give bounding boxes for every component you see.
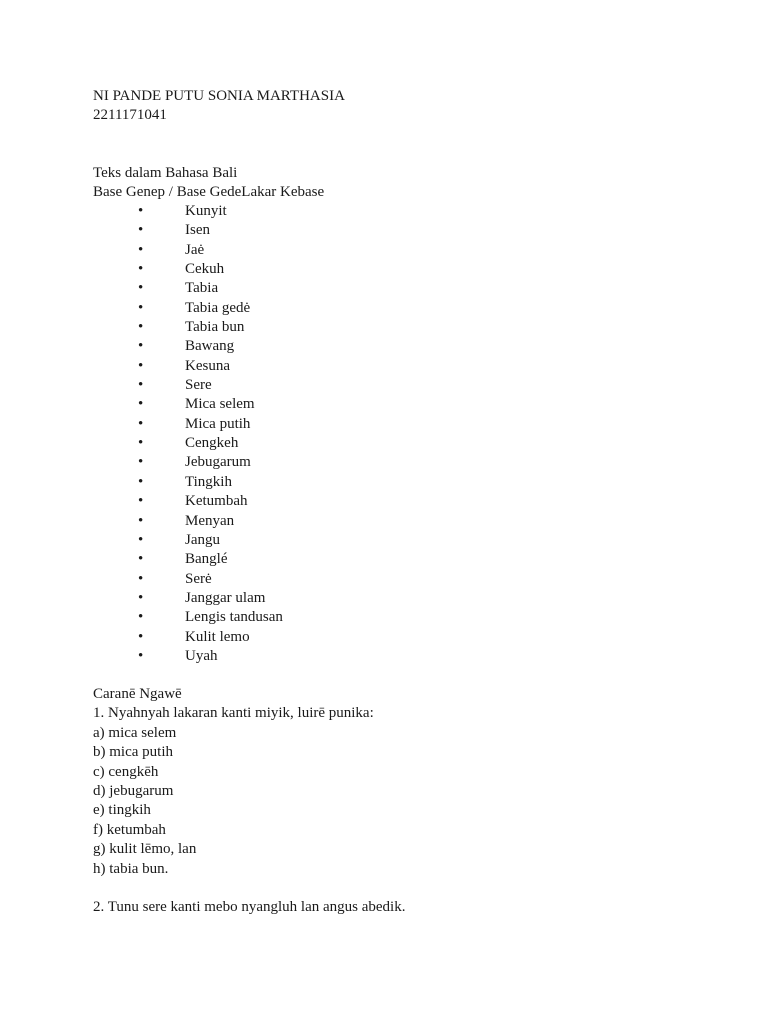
list-item-text: Serė [185,570,212,587]
list-item [0,453,768,472]
sub-list-item: d) jebugarum [93,783,174,800]
bullet-icon: • [138,203,144,219]
step-1: 1. Nyahnyah lakaran kanti miyik, luirē punika: [93,705,374,722]
list-item-text: Kesuna [185,357,230,374]
list-item [0,434,768,453]
list-item-text: Ketumbah [185,493,248,510]
list-item [0,415,768,434]
bullet-icon: • [138,415,144,432]
bullet-icon: • [138,222,144,239]
list-item-text: Tabia [185,280,219,297]
list-item-text: Isen [185,222,210,239]
list-item [0,570,768,589]
list-item [0,473,768,492]
list-item-text: Lengis tandusan [185,609,283,626]
list-item-text: Uyah [185,647,218,664]
list-item [0,608,768,627]
list-item [0,202,768,221]
bullet-icon: • [138,551,144,568]
bullet-icon: • [138,396,144,413]
bullet-icon: • [138,589,144,606]
bullet-icon: • [138,435,144,452]
list-item-text: Tabia gedė [185,299,251,316]
list-item-text: Sere [185,377,212,394]
sub-list-item: f) ketumbah [93,821,166,838]
step-1-list [93,724,405,879]
bullet-icon: • [138,338,144,355]
bullet-icon: • [138,261,144,278]
list-item [0,512,768,531]
list-item-text: Mica selem [185,396,255,413]
list-item [0,376,768,395]
list-item-text: Janggar ulam [185,589,266,606]
list-item-text: Cekuh [185,261,225,278]
list-item-text: Menyan [185,512,235,529]
list-item [0,550,768,569]
list-item [0,395,768,414]
sub-list-item: e) tingkih [93,802,151,819]
list-item [0,647,768,666]
bullet-icon: • [138,280,144,297]
bullet-icon: • [138,609,144,626]
sub-list-item: h) tabia bun. [93,860,169,877]
list-item-text: Tingkih [185,473,232,490]
bullet-icon: • [138,299,144,316]
section-title: Teks dalam Bahasa Bali [93,165,238,181]
list-item [0,337,768,356]
ingredient-list [0,202,768,666]
list-item-text: Cengkeh [185,435,239,452]
bullet-icon: • [138,512,144,529]
list-item [0,589,768,608]
list-item-text: Mica putih [185,415,251,432]
list-item [0,299,768,318]
bullet-icon: • [138,319,144,336]
list-item-text: Kulit lemo [185,628,250,645]
list-item-text: Kunyit [185,203,227,219]
sub-list-item: c) cengkēh [93,763,159,780]
list-item [0,492,768,511]
list-item [0,531,768,550]
bullet-icon: • [138,377,144,394]
step-2: 2. Tunu sere kanti mebo nyangluh lan angus abedik. [93,899,406,916]
bullet-icon: • [138,531,144,548]
bullet-icon: • [138,570,144,587]
list-item-text: Jangu [185,531,220,548]
list-item-text: Jebugarum [185,454,251,471]
list-item [0,318,768,337]
bullet-icon: • [138,454,144,471]
list-item-text: Jaė [185,241,205,258]
sub-list-item: a) mica selem [93,724,177,741]
student-id: 2211171041 [93,107,167,123]
bullet-icon: • [138,473,144,490]
sub-list-item: g) kulit lēmo, lan [93,841,197,858]
list-item [0,279,768,298]
sub-list-item: b) mica putih [93,744,173,761]
list-item-text: Banglé [185,551,228,568]
bullet-icon: • [138,628,144,645]
list-item [0,221,768,240]
paragraph-spacer [93,879,405,898]
section-subtitle: Base Genep / Base GedeLakar Kebase [93,184,325,200]
list-item [0,260,768,279]
list-item-text: Tabia bun [185,319,245,336]
bullet-icon: • [138,241,144,258]
method-section [93,685,405,918]
bullet-icon: • [138,357,144,374]
bullet-icon: • [138,493,144,510]
bullet-icon: • [138,647,144,664]
list-item [0,628,768,647]
author-name: NI PANDE PUTU SONIA MARTHASIA [93,88,345,104]
list-item-text: Bawang [185,338,235,355]
list-item [0,357,768,376]
list-item [0,241,768,260]
method-title: Caranē Ngawē [93,686,182,702]
